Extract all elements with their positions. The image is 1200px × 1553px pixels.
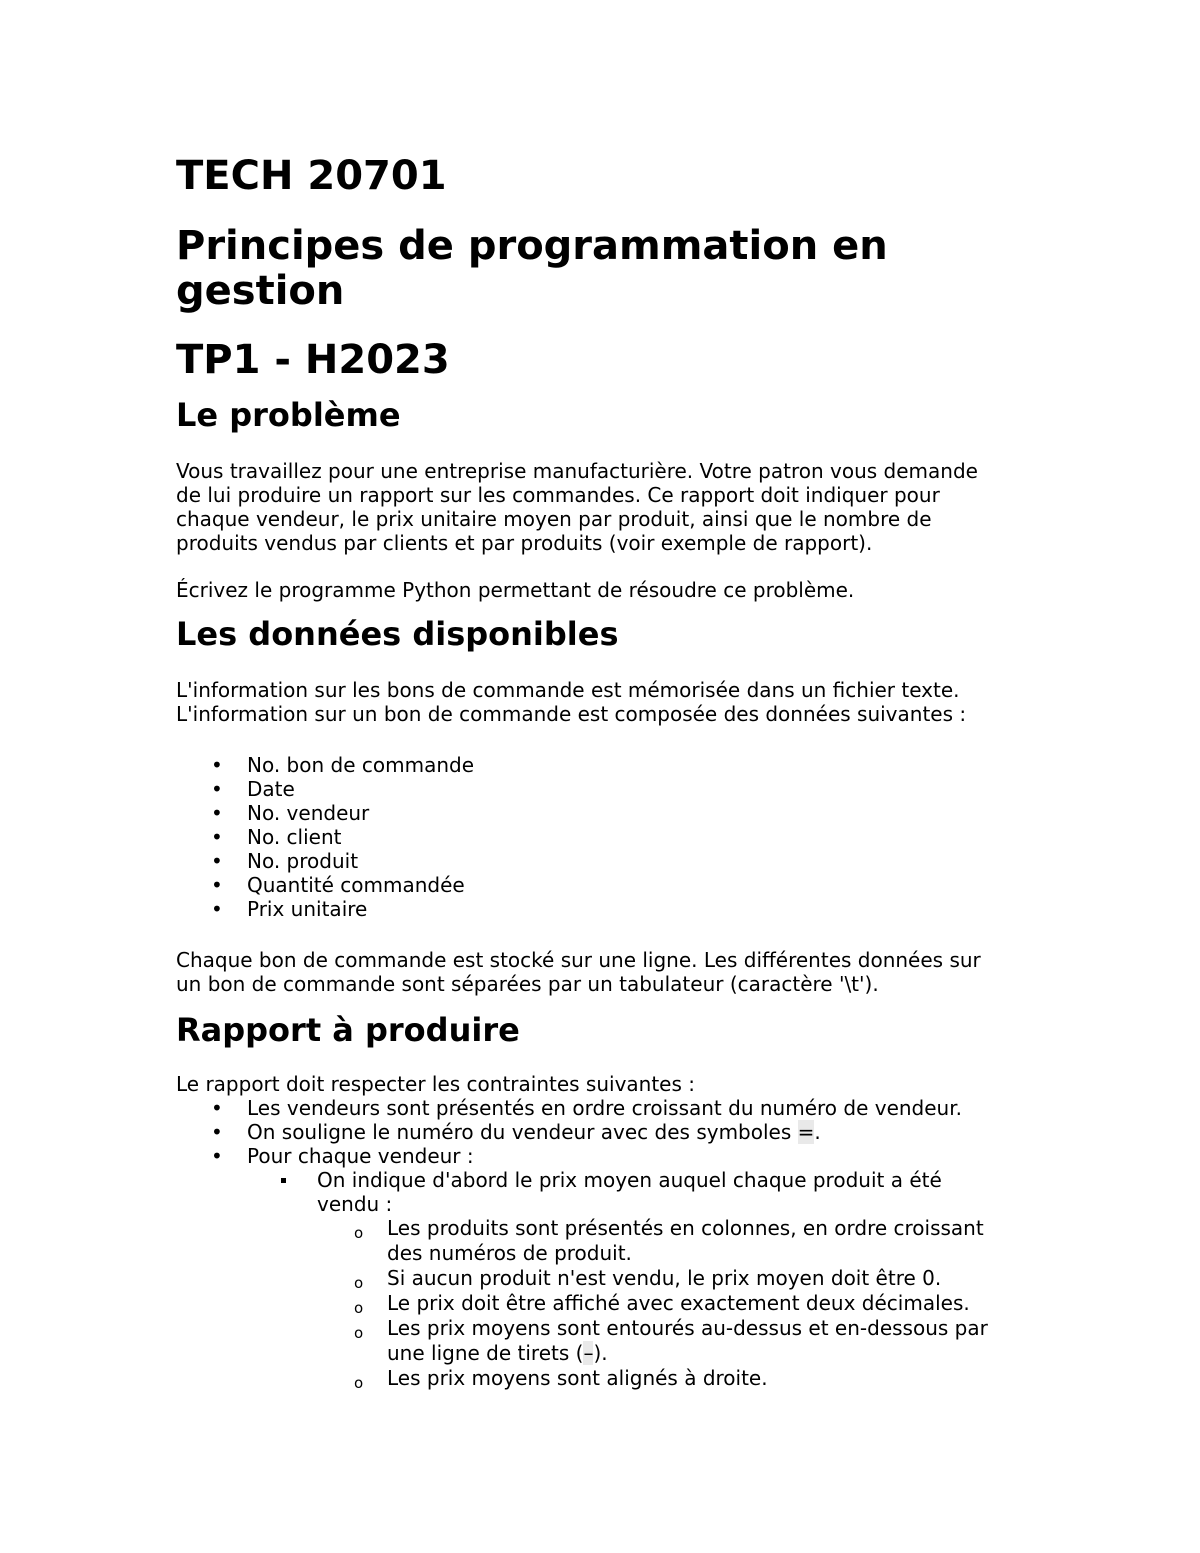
text-line: L'information sur un bon de commande est composée des données suivantes : bbox=[176, 702, 967, 726]
assignment-heading: TP1 - H2023 bbox=[176, 337, 450, 383]
list-item: • No. bon de commande bbox=[176, 753, 474, 777]
text-line: vendu : bbox=[317, 1192, 393, 1216]
text-line-end: ). bbox=[593, 1341, 608, 1365]
circle-bullet-icon: o bbox=[354, 1374, 364, 1392]
text-line: produits vendus par clients et par produits (voir exemple de rapport). bbox=[176, 531, 873, 555]
list-item: • Pour chaque vendeur : bbox=[176, 1144, 988, 1168]
course-title-heading bbox=[176, 224, 888, 314]
text-line: une ligne de tirets ( bbox=[387, 1341, 584, 1365]
sub-sub-list-item bbox=[176, 1316, 988, 1366]
rapport-heading: Rapport à produire bbox=[176, 1011, 520, 1049]
text-line: des numéros de produit. bbox=[387, 1241, 632, 1265]
rule-text: On souligne le numéro du vendeur avec des symboles bbox=[247, 1120, 798, 1144]
text-line: Si aucun produit n'est vendu, le prix moyen doit être 0. bbox=[387, 1266, 942, 1290]
list-item: • Prix unitaire bbox=[176, 897, 474, 921]
list-item: • Quantité commandée bbox=[176, 873, 474, 897]
dash-symbol: – bbox=[583, 1341, 594, 1365]
probleme-paragraph bbox=[176, 459, 978, 555]
text-line: L'information sur les bons de commande est mémorisée dans un fichier texte. bbox=[176, 678, 960, 702]
sub-sub-list-item bbox=[176, 1266, 988, 1291]
course-title-line-1: Principes de programmation en bbox=[176, 223, 888, 269]
course-code-heading: TECH 20701 bbox=[176, 153, 447, 199]
sub-sub-list-item bbox=[176, 1291, 988, 1316]
list-item bbox=[176, 1120, 988, 1144]
list-item: • Les vendeurs sont présentés en ordre croissant du numéro de vendeur. bbox=[176, 1096, 988, 1120]
text-line: chaque vendeur, le prix unitaire moyen par produit, ainsi que le nombre de bbox=[176, 507, 932, 531]
donnees-intro bbox=[176, 678, 966, 726]
text-line: On indique d'abord le prix moyen auquel chaque produit a été bbox=[317, 1168, 942, 1192]
rule-text-end: . bbox=[814, 1120, 821, 1144]
rapport-intro: Le rapport doit respecter les contraintes suivantes : bbox=[176, 1072, 696, 1096]
donnees-outro bbox=[176, 948, 981, 996]
rapport-rules-list bbox=[176, 1096, 988, 1391]
fields-list bbox=[176, 753, 474, 921]
text-line: un bon de commande sont séparées par un tabulateur (caractère '\t'). bbox=[176, 972, 879, 996]
donnees-heading: Les données disponibles bbox=[176, 615, 619, 653]
text-line: Les produits sont présentés en colonnes, en ordre croissant bbox=[387, 1216, 984, 1240]
list-item: • Date bbox=[176, 777, 474, 801]
text-line: de lui produire un rapport sur les commandes. Ce rapport doit indiquer pour bbox=[176, 483, 940, 507]
circle-bullet-icon: o bbox=[354, 1274, 364, 1292]
text-line: Les prix moyens sont alignés à droite. bbox=[387, 1366, 768, 1390]
list-item: • No. vendeur bbox=[176, 801, 474, 825]
text-line: Les prix moyens sont entourés au-dessus et en-dessous par bbox=[387, 1316, 988, 1340]
probleme-instruction: Écrivez le programme Python permettant de résoudre ce problème. bbox=[176, 578, 855, 602]
sub-list-item bbox=[176, 1168, 988, 1216]
text-line: Le prix doit être affiché avec exactement deux décimales. bbox=[387, 1291, 970, 1315]
probleme-heading: Le problème bbox=[176, 396, 401, 434]
sub-sub-list-item bbox=[176, 1216, 988, 1266]
list-item: • No. produit bbox=[176, 849, 474, 873]
text-line: Chaque bon de commande est stocké sur une ligne. Les différentes données sur bbox=[176, 948, 981, 972]
circle-bullet-icon: o bbox=[354, 1224, 364, 1242]
circle-bullet-icon: o bbox=[354, 1299, 364, 1317]
course-title-line-2: gestion bbox=[176, 268, 345, 314]
text-line: Vous travaillez pour une entreprise manufacturière. Votre patron vous demande bbox=[176, 459, 978, 483]
list-item: • No. client bbox=[176, 825, 474, 849]
circle-bullet-icon: o bbox=[354, 1324, 364, 1342]
sub-sub-list-item bbox=[176, 1366, 988, 1391]
equals-symbol: = bbox=[797, 1120, 815, 1144]
square-bullet-icon bbox=[281, 1178, 286, 1183]
